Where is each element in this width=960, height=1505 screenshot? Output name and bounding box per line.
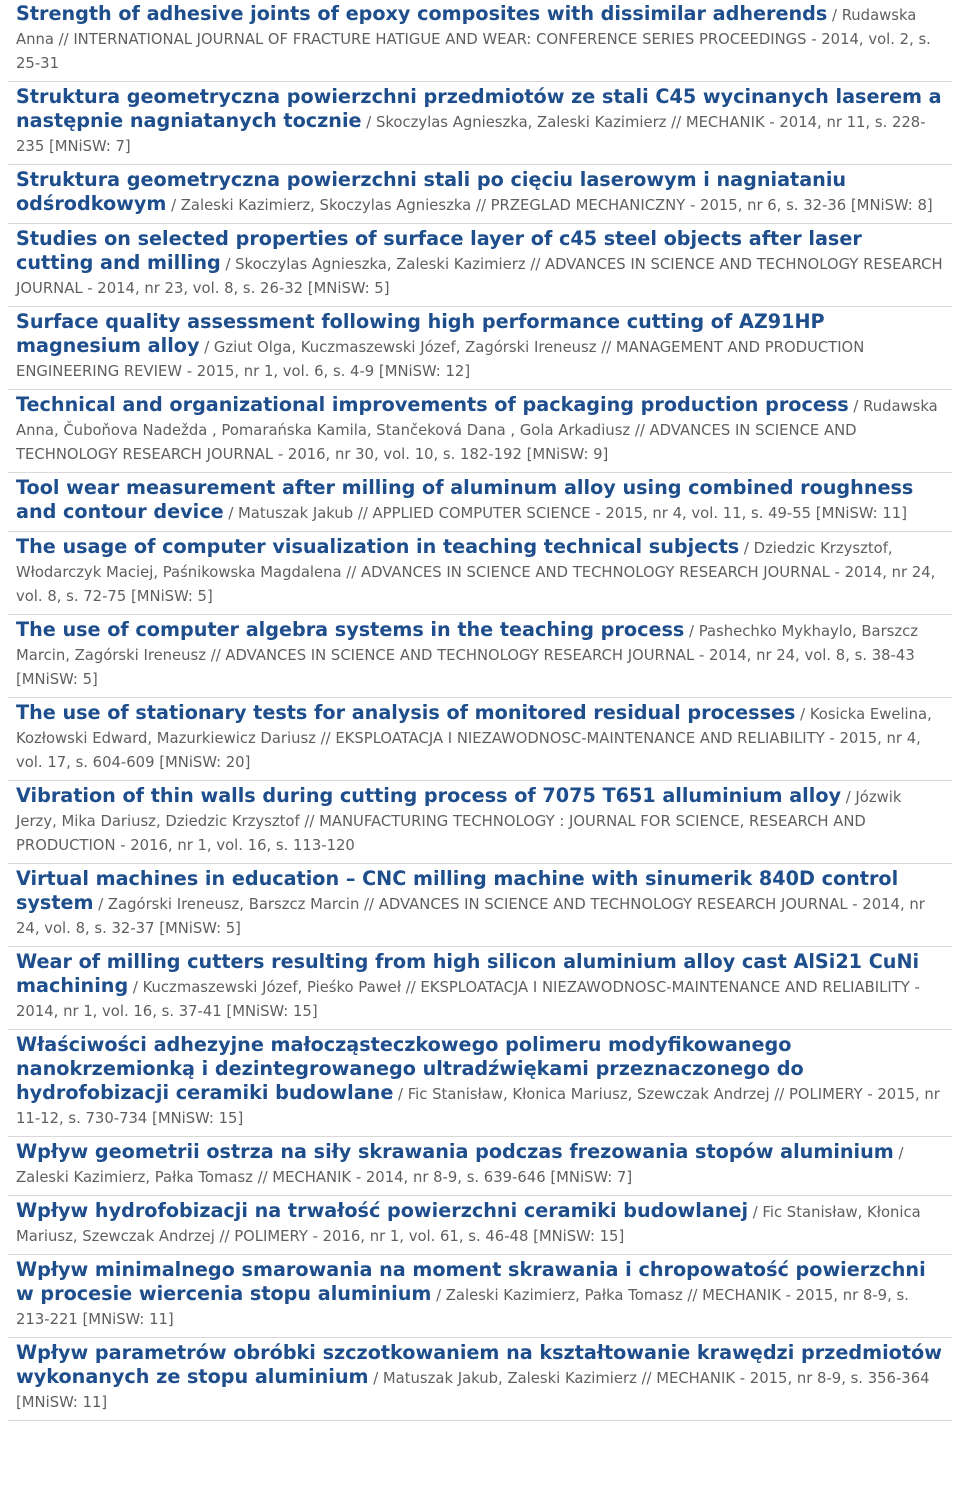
publication-entry: [8, 698, 952, 781]
publication-citation: [16, 1341, 944, 1415]
publication-citation: [16, 168, 944, 218]
publication-entry: [8, 0, 952, 82]
publication-citation: [16, 2, 944, 76]
publication-meta: / Kosicka Ewelina, Kozłowski Edward, Mazurkiewicz Dariusz // EKSPLOATACJA I NIEZAWODNOSC-MAINTENANCE AND RELIABILITY - 2015, nr 4, vol. 17, s. 604-609 [MNiSW: 20]: [16, 706, 932, 771]
publication-meta: / Zagórski Ireneusz, Barszcz Marcin // ADVANCES IN SCIENCE AND TECHNOLOGY RESEARCH JOURNAL - 2014, nr 24, vol. 8, s. 32-37 [MNiSW: 5]: [16, 896, 925, 937]
publication-title[interactable]: The use of computer algebra systems in the teaching process: [16, 618, 685, 641]
publication-title[interactable]: Wpływ parametrów obróbki szczotkowaniem na kształtowanie krawędzi przedmiotów wykonanych ze stopu aluminium: [16, 1341, 942, 1388]
publication-meta: / Gziut Olga, Kuczmaszewski Józef, Zagórski Ireneusz // MANAGEMENT AND PRODUCTION ENGINEERING REVIEW - 2015, nr 1, vol. 6, s. 4-9 [MNiSW: 12]: [16, 339, 865, 380]
publication-meta: / Dziedzic Krzysztof, Włodarczyk Maciej, Paśnikowska Magdalena // ADVANCES IN SCIENCE AND TECHNOLOGY RESEARCH JOURNAL - 2014, nr 24, vol. 8, s. 72-75 [MNiSW: 5]: [16, 540, 936, 605]
publication-entry: [8, 1338, 952, 1421]
publication-title[interactable]: Struktura geometryczna powierzchni przedmiotów ze stali C45 wycinanych laserem a następnie nagniatanych tocznie: [16, 85, 942, 132]
publication-citation: [16, 618, 944, 692]
publication-title[interactable]: Surface quality assessment following high performance cutting of AZ91HP magnesium alloy: [16, 310, 825, 357]
publication-entry: [8, 615, 952, 698]
publication-citation: [16, 1140, 944, 1190]
publication-title[interactable]: Wpływ hydrofobizacji na trwałość powierzchni ceramiki budowlanej: [16, 1199, 749, 1222]
publication-entry: [8, 1137, 952, 1196]
publication-meta: / Matuszak Jakub, Zaleski Kazimierz // MECHANIK - 2015, nr 8-9, s. 356-364 [MNiSW: 11]: [16, 1370, 930, 1411]
publication-title[interactable]: Tool wear measurement after milling of aluminum alloy using combined roughness and contour device: [16, 476, 914, 523]
publication-title[interactable]: Wpływ geometrii ostrza na siły skrawania podczas frezowania stopów aluminium: [16, 1140, 894, 1163]
publication-meta: / Fic Stanisław, Kłonica Mariusz, Szewczak Andrzej // POLIMERY - 2016, nr 1, vol. 61, s. 46-48 [MNiSW: 15]: [16, 1204, 921, 1245]
publication-citation: [16, 310, 944, 384]
publication-entry: [8, 1030, 952, 1137]
publication-title[interactable]: The usage of computer visualization in teaching technical subjects: [16, 535, 740, 558]
publication-citation: [16, 950, 944, 1024]
publication-title[interactable]: Właściwości adhezyjne małocząsteczkowego polimeru modyfikowanego nanokrzemionką i dezintegrowanego ultradźwiękami przeznaczonego do hydrofobizacji ceramiki budowlane: [16, 1033, 804, 1104]
publication-entry: [8, 165, 952, 224]
publication-title[interactable]: Technical and organizational improvements of packaging production process: [16, 393, 849, 416]
publication-list: [8, 0, 952, 1421]
publication-meta: / Zaleski Kazimierz, Pałka Tomasz // MECHANIK - 2015, nr 8-9, s. 213-221 [MNiSW: 11]: [16, 1287, 909, 1328]
publication-meta: / Skoczylas Agnieszka, Zaleski Kazimierz // ADVANCES IN SCIENCE AND TECHNOLOGY RESEARCH JOURNAL - 2014, nr 23, vol. 8, s. 26-32 [MNiSW: 5]: [16, 256, 943, 297]
publication-citation: [16, 85, 944, 159]
publication-citation: [16, 476, 944, 526]
publication-entry: [8, 224, 952, 307]
publication-citation: [16, 1033, 944, 1131]
publication-meta: / Skoczylas Agnieszka, Zaleski Kazimierz // MECHANIK - 2014, nr 11, s. 228-235 [MNiSW: 7]: [16, 114, 926, 155]
publication-citation: [16, 1258, 944, 1332]
publication-entry: [8, 781, 952, 864]
publication-meta: / Rudawska Anna // INTERNATIONAL JOURNAL OF FRACTURE HATIGUE AND WEAR: CONFERENCE SERIES PROCEEDINGS - 2014, vol. 2, s. 25-31: [16, 7, 931, 72]
publication-entry: [8, 473, 952, 532]
publication-entry: [8, 390, 952, 473]
publication-entry: [8, 307, 952, 390]
publication-citation: [16, 1199, 944, 1249]
publication-meta: / Zaleski Kazimierz, Pałka Tomasz // MECHANIK - 2014, nr 8-9, s. 639-646 [MNiSW: 7]: [16, 1145, 904, 1186]
publication-title[interactable]: Wear of milling cutters resulting from high silicon aluminium alloy cast AlSi21 CuNi machining: [16, 950, 920, 997]
publication-meta: / Matuszak Jakub // APPLIED COMPUTER SCIENCE - 2015, nr 4, vol. 11, s. 49-55 [MNiSW: 11]: [223, 505, 907, 522]
publication-title[interactable]: Studies on selected properties of surface layer of c45 steel objects after laser cutting and milling: [16, 227, 862, 274]
publication-meta: / Józwik Jerzy, Mika Dariusz, Dziedzic Krzysztof // MANUFACTURING TECHNOLOGY : JOURNAL FOR SCIENCE, RESEARCH AND PRODUCTION - 2016, nr 1, vol. 16, s. 113-120: [16, 789, 902, 854]
publication-title[interactable]: Virtual machines in education – CNC milling machine with sinumerik 840D control system: [16, 867, 899, 914]
publication-meta: / Pashechko Mykhaylo, Barszcz Marcin, Zagórski Ireneusz // ADVANCES IN SCIENCE AND TECHNOLOGY RESEARCH JOURNAL - 2014, nr 24, vol. 8, s. 38-43 [MNiSW: 5]: [16, 623, 919, 688]
publication-citation: [16, 701, 944, 775]
publication-title[interactable]: Struktura geometryczna powierzchni stali po cięciu laserowym i nagniataniu odśrodkowym: [16, 168, 847, 215]
publication-entry: [8, 1196, 952, 1255]
publication-citation: [16, 784, 944, 858]
publication-title[interactable]: Wpływ minimalnego smarowania na moment skrawania i chropowatość powierzchni w procesie wiercenia stopu aluminium: [16, 1258, 926, 1305]
publication-citation: [16, 393, 944, 467]
publication-meta: / Zaleski Kazimierz, Skoczylas Agnieszka // PRZEGLAD MECHANICZNY - 2015, nr 6, s. 32-36 [MNiSW: 8]: [166, 197, 933, 214]
publication-citation: [16, 535, 944, 609]
publication-entry: [8, 532, 952, 615]
publication-meta: / Kuczmaszewski Józef, Pieśko Paweł // EKSPLOATACJA I NIEZAWODNOSC-MAINTENANCE AND RELIABILITY - 2014, nr 1, vol. 16, s. 37-41 [MNiSW: 15]: [16, 979, 920, 1020]
publication-meta: / Fic Stanisław, Kłonica Mariusz, Szewczak Andrzej // POLIMERY - 2015, nr 11-12, s. 730-734 [MNiSW: 15]: [16, 1086, 940, 1127]
publication-title[interactable]: The use of stationary tests for analysis of monitored residual processes: [16, 701, 796, 724]
publication-entry: [8, 82, 952, 165]
publication-entry: [8, 864, 952, 947]
publication-citation: [16, 227, 944, 301]
publication-title[interactable]: Vibration of thin walls during cutting process of 7075 T651 alluminium alloy: [16, 784, 842, 807]
publication-title[interactable]: Strength of adhesive joints of epoxy composites with dissimilar adherends: [16, 2, 828, 25]
publication-meta: / Rudawska Anna, Čuboňova Nadežda , Pomarańska Kamila, Stančeková Dana , Gola Arkadiusz // ADVANCES IN SCIENCE AND TECHNOLOGY RESEARCH JOURNAL - 2016, nr 30, vol. 10, s. 182-192 [MNiSW: 9]: [16, 398, 938, 463]
publication-entry: [8, 1255, 952, 1338]
publication-citation: [16, 867, 944, 941]
publication-entry: [8, 947, 952, 1030]
